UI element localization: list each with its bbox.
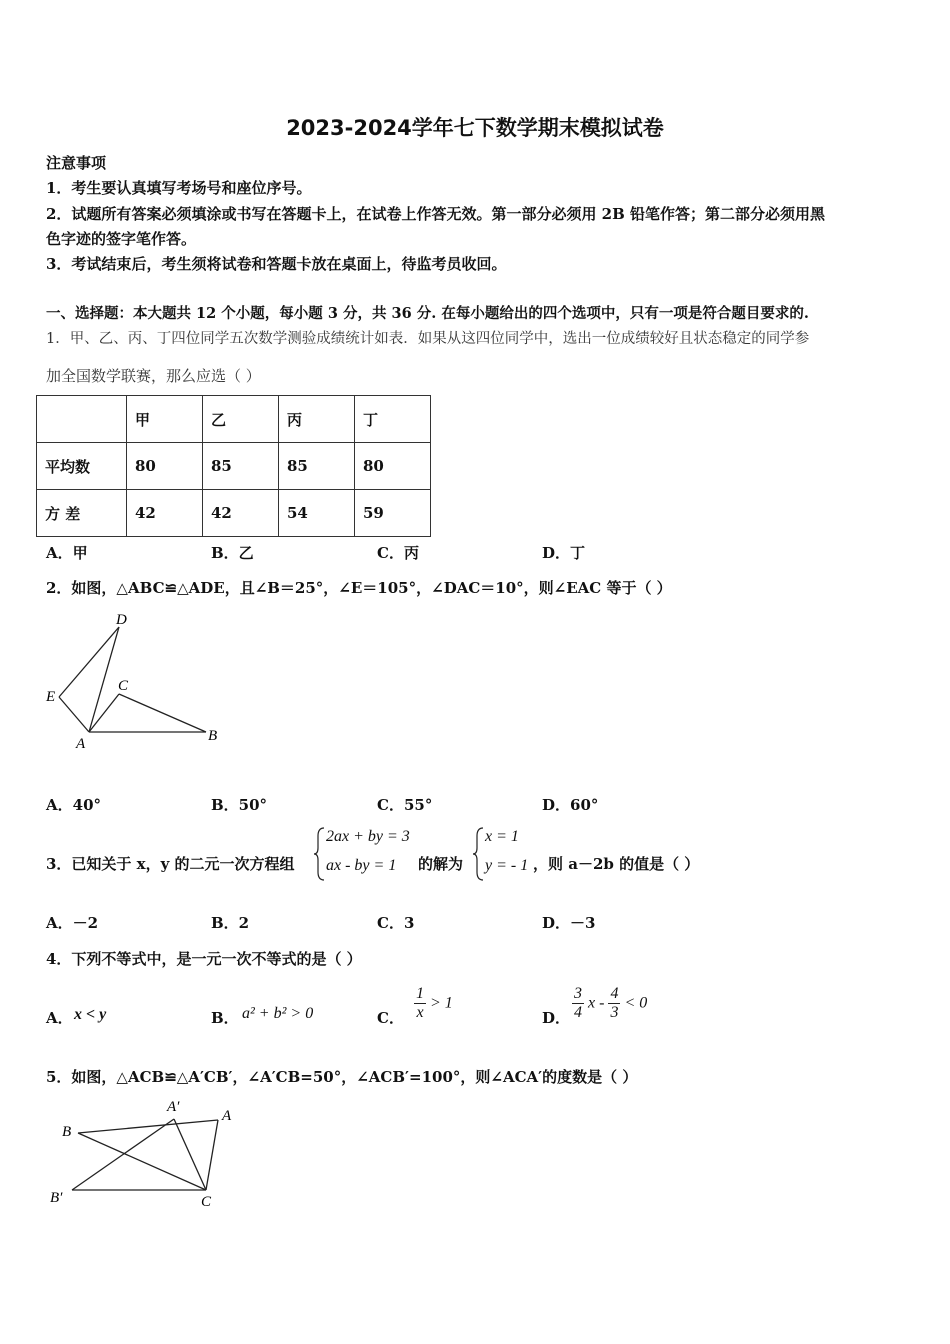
table-header-row <box>37 396 431 443</box>
q4-option-b-label: B． <box>211 1009 239 1027</box>
table-header-bing: 丙 <box>279 396 355 443</box>
fraction: $\frac{3}{4}$ <box>574 985 582 1021</box>
label-b: B <box>62 1124 72 1140</box>
q3-option-c: C．3 <box>377 914 415 932</box>
label-e: E <box>46 689 56 705</box>
q3-solution-x: x = 1 <box>485 828 519 845</box>
q2-option-b: B．50° <box>211 796 268 814</box>
q4-option-a-label: A． <box>46 1009 73 1027</box>
table-header-yi: 乙 <box>203 396 279 443</box>
q3-stem-middle: 的解为 <box>418 855 464 873</box>
q2-option-c: C．55° <box>377 796 433 814</box>
label-a: A <box>222 1108 232 1124</box>
fraction: $\frac{4}{3}$ <box>610 985 619 1021</box>
label-b-prime: B′ <box>50 1190 63 1206</box>
table-cell: 85 <box>279 443 355 490</box>
label-b: B <box>208 728 218 744</box>
q1-option-d: D．丁 <box>542 544 586 562</box>
q4-option-a-expression: x < y <box>74 1006 107 1023</box>
q4-option-d-label: D． <box>542 1009 571 1027</box>
table-row <box>37 490 431 537</box>
q3-option-b: B．2 <box>211 914 250 932</box>
label-c: C <box>201 1194 212 1210</box>
label-a: A <box>76 736 86 752</box>
note-1: 1．考生要认真填写考场号和座位序号。 <box>46 179 312 197</box>
q4-option-d-expression: $\frac{3}{4}$ x - $\frac{4}{3}$ < 0 <box>574 985 648 1021</box>
table-header-jia: 甲 <box>127 396 203 443</box>
label-c: C <box>118 678 129 694</box>
table-cell: 54 <box>279 490 355 537</box>
table-cell: 85 <box>203 443 279 490</box>
q1-option-c: C．丙 <box>377 544 419 562</box>
table-cell: 42 <box>127 490 203 537</box>
q3-option-a: A．－2 <box>46 914 99 932</box>
q5-stem: 5．如图，△ACB≌△A′CB′，∠A′CB=50°，∠ACB′=100°，则∠ACA′的度数是（ ） <box>46 1068 638 1086</box>
q2-option-d: D．60° <box>542 796 599 814</box>
table-cell: 80 <box>355 443 431 490</box>
q4-option-c-expression: $\frac{1}{x}$ > 1 <box>416 985 453 1021</box>
q3-equation-1: 2ax + by = 3 <box>326 828 410 845</box>
q3-equation-2: ax - by = 1 <box>326 857 397 874</box>
q2-stem: 2．如图，△ABC≌△ADE，且∠B＝25°，∠E＝105°，∠DAC＝10°，则∠EAC 等于（ ） <box>46 579 672 597</box>
q1-stem-line1: 1．甲、乙、丙、丁四位同学五次数学测验成绩统计如表．如果从这四位同学中，选出一位成绩较好且状态稳定的同学参 <box>46 331 810 347</box>
q2-option-a: A．40° <box>46 796 102 814</box>
q4-stem: 4．下列不等式中，是一元一次不等式的是（ ） <box>46 950 362 968</box>
q5-triangle-figure <box>40 1095 250 1215</box>
label-d: D <box>116 612 127 628</box>
q3-stem-suffix: ，则 a－2b 的值是（ ） <box>533 855 700 873</box>
q3-solution-y: y = - 1 <box>485 857 529 874</box>
page-title: 2023-2024学年七下数学期末模拟试卷 <box>286 116 664 140</box>
table-cell: 平均数 <box>37 443 127 490</box>
q1-option-b: B．乙 <box>211 544 254 562</box>
fraction: $\frac{1}{x}$ <box>416 985 424 1021</box>
q3-solution-brace <box>471 826 485 882</box>
q2-triangle-figure <box>40 608 240 758</box>
table-header-ding: 丁 <box>355 396 431 443</box>
section-heading: 一、选择题：本大题共 12 个小题，每小题 3 分，共 36 分. 在每小题给出的四个选项中，只有一项是符合题目要求的. <box>46 305 809 322</box>
q4-option-b-expression: a² + b² > 0 <box>242 1005 314 1022</box>
table-cell: 方 差 <box>37 490 127 537</box>
q3-system-brace <box>312 826 326 882</box>
q1-score-table <box>36 395 431 537</box>
table-cell: 80 <box>127 443 203 490</box>
label-a-prime: A′ <box>167 1099 180 1115</box>
table-row <box>37 443 431 490</box>
q1-stem-line2: 加全国数学联赛，那么应选（ ） <box>46 367 261 385</box>
q4-option-c-label: C． <box>377 1009 404 1027</box>
note-2: 2．试题所有答案必须填涂或书写在答题卡上，在试卷上作答无效。第一部分必须用 2B 铅笔作答；第二部分必须用黑 <box>46 205 826 223</box>
q3-stem-prefix: 3．已知关于 x，y 的二元一次方程组 <box>46 855 295 873</box>
q1-option-a: A．甲 <box>46 544 88 562</box>
q3-option-d: D．－3 <box>542 914 596 932</box>
note-2-cont: 色字迹的签字笔作答。 <box>46 230 197 248</box>
table-cell: 59 <box>355 490 431 537</box>
notes-heading: 注意事项 <box>46 154 107 172</box>
note-3: 3．考试结束后，考生须将试卷和答题卡放在桌面上，待监考员收回。 <box>46 255 507 273</box>
table-cell <box>37 396 127 443</box>
table-cell: 42 <box>203 490 279 537</box>
